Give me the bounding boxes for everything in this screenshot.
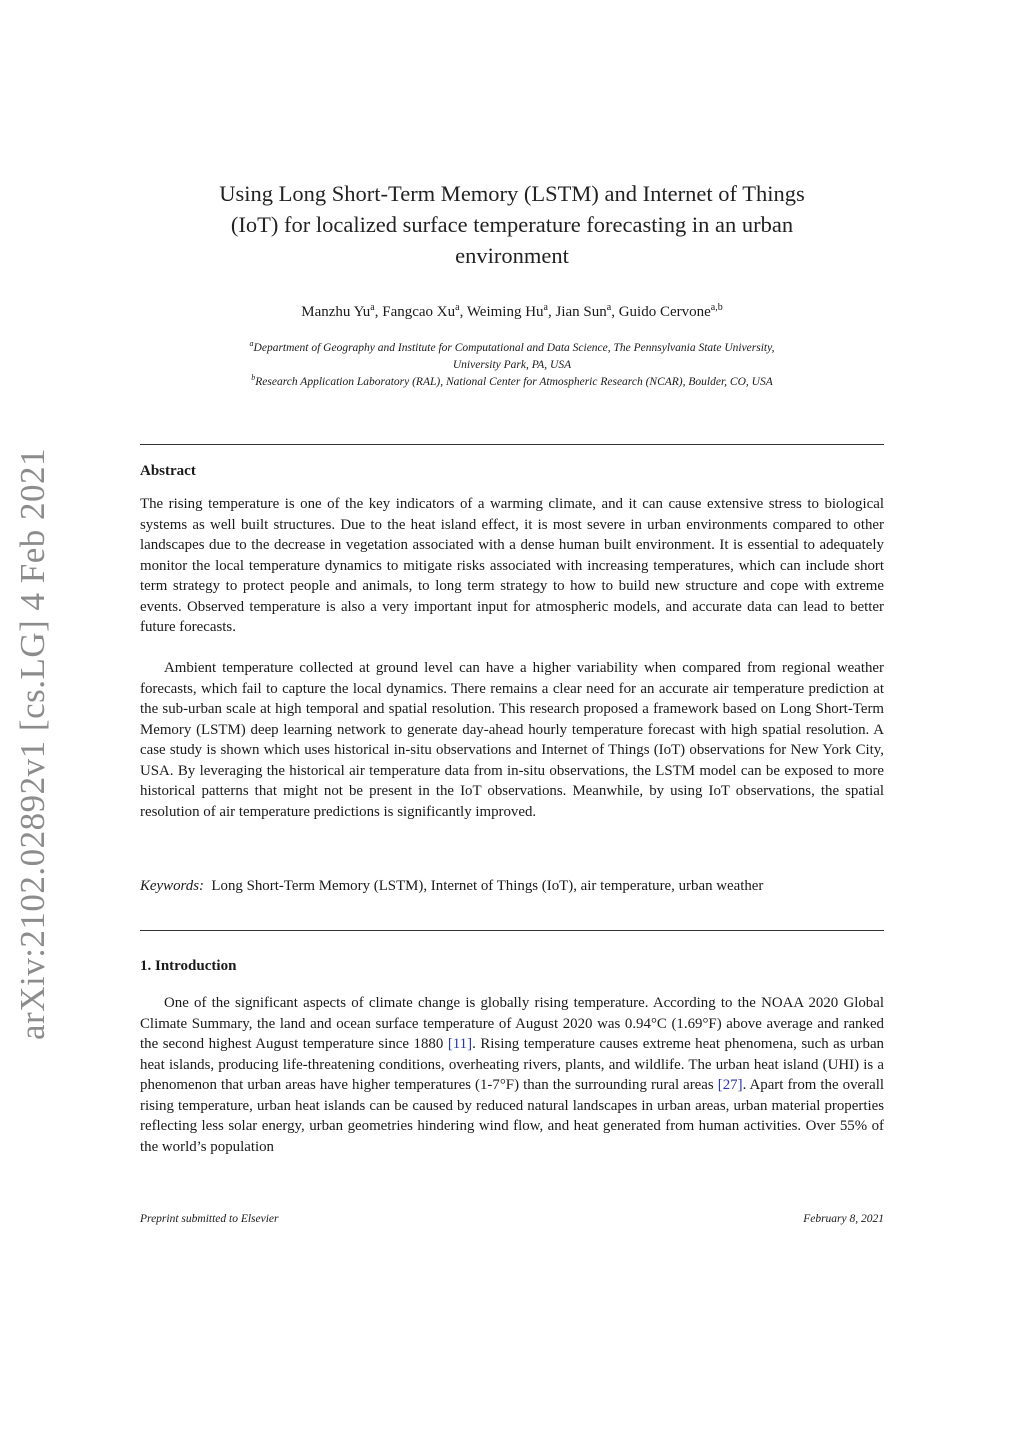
footer-preprint-note: Preprint submitted to Elsevier xyxy=(140,1213,279,1225)
author-list: Manzhu Yu$^a$, Fangcao Xu$^a$, Weiming Hu$^a$, Jian Sun$^a$, Guido Cervone$^{a,b}$ xyxy=(301,302,723,320)
keywords-text: Long Short-Term Memory (LSTM), Internet of Things (IoT), air temperature, urban weather xyxy=(211,878,764,894)
arxiv-side-stamp: arXiv:2102.02892v1 [cs.LG] 4 Feb 2021 xyxy=(13,447,52,1040)
author: Fangcao Xu$^a$ xyxy=(382,302,460,320)
affiliation-a: $^a$Department of Geography and Institute for Computational and Data Science, The Pennsylvania State University, University Park, PA, USA xyxy=(249,339,775,371)
affiliation-b: $^b$Research Application Laboratory (RAL), National Center for Atmospheric Research (NCAR), Boulder, CO, USA xyxy=(251,373,773,388)
author: Guido Cervone$^{a,b}$ xyxy=(618,302,723,320)
keywords-label: Keywords: xyxy=(140,878,204,894)
citation-link[interactable]: [11] xyxy=(447,1036,473,1052)
author: Jian Sun$^a$ xyxy=(555,302,612,320)
abstract-paragraph-2: Ambient temperature collected at ground level can have a higher variability when compared from regional weather forecasts, which fail to capture the local dynamics. There remains a clear need for an accurate air temperature prediction at the sub-urban scale at high temporal and spatial resolution. This research proposed a framework based on Long Short-Term Memory (LSTM) deep learning network to generate day-ahead hourly temperature forecast with high spatial resolution. A case study is shown which uses historical in-situ observations and Internet of Things (IoT) observations for New York City, USA. By leveraging the historical air temperature data from in-situ observations, the LSTM model can be exposed to more historical patterns that might not be present in the IoT observations. Meanwhile, by using IoT observations, the spatial resolution of air temperature predictions is significantly improved. xyxy=(140,660,884,820)
keywords xyxy=(140,876,884,897)
citation-link[interactable]: [27] xyxy=(717,1077,743,1093)
author: Weiming Hu$^a$ xyxy=(466,302,548,320)
introduction-heading: 1. Introduction xyxy=(140,958,237,974)
introduction-paragraph-1: One of the significant aspects of climate change is globally rising temperature. According to the NOAA 2020 Global Climate Summary, the land and ocean surface temperature of August 2020 was 0.94°C (1.69°F) above average and ranked the second highest August temperature since 1880 [11]. Rising temperature causes extreme heat phenomena, such as urban heat islands, producing life-threatening conditions, overheating rivers, plants, and wildlife. The urban heat island (UHI) is a phenomenon that urban areas have higher temperatures (1-7°F) than the surrounding rural areas [27]. Apart from the overall rising temperature, urban heat islands can be caused by reduced natural landscapes in urban areas, urban material properties reflecting less solar energy, urban geometries hindering wind flow, and heat generated from human activities. Over 55% of the world’s population xyxy=(140,995,884,1155)
abstract-bottom-rule xyxy=(140,930,884,931)
abstract-heading: Abstract xyxy=(140,463,196,479)
paper-title: Using Long Short-Term Memory (LSTM) and Internet of Things (IoT) for localized surface temperature forecasting in an urban environment xyxy=(219,181,805,268)
abstract-paragraph-1: The rising temperature is one of the key indicators of a warming climate, and it can cause extensive stress to biological systems as well built structures. Due to the heat island effect, it is most severe in urban environments compared to other landscapes due to the decrease in vegetation associated with a dense human built environment. It is essential to adequately monitor the local temperature dynamics to mitigate risks associated with increasing temperatures, which can include short term strategy to protect people and animals, to long term strategy to how to build new structure and cope with extreme events. Observed temperature is also a very important input for atmospheric models, and accurate data can lead to better future forecasts. xyxy=(140,496,884,635)
footer-date: February 8, 2021 xyxy=(803,1213,884,1225)
author: Manzhu Yu$^a$ xyxy=(301,302,375,320)
abstract-top-rule xyxy=(140,444,884,445)
